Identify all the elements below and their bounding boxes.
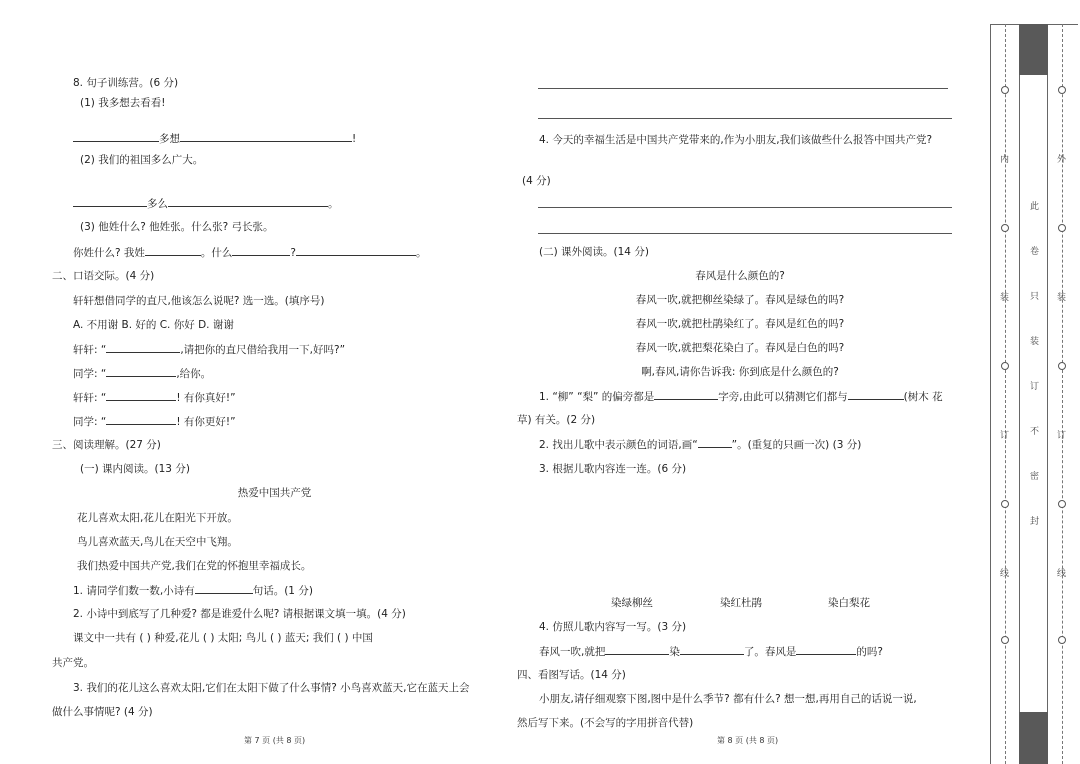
strip-label: 订	[1000, 431, 1010, 441]
q8-sentence-1: (1) 我多想去看看!	[80, 97, 166, 109]
notice-char: 不	[1030, 427, 1040, 437]
notice-char: 订	[1030, 382, 1040, 392]
part-2-title: (二) 课外阅读。(14 分)	[539, 246, 649, 258]
blank[interactable]	[168, 196, 328, 207]
binding-strip	[990, 24, 1078, 764]
dialogue-line-2: 同学: “ ,给你。	[73, 368, 212, 380]
strip-label: 内	[1000, 155, 1010, 165]
reading-q1: 1. 请同学们数一数,小诗有 句话。(1 分)	[73, 585, 313, 597]
section-4-line-1: 小朋友,请仔细观察下图,图中是什么季节? 都有什么? 想一想,再用自己的话说一说,	[539, 693, 917, 705]
poem-1-line: 花儿喜欢太阳,花儿在阳光下开放。	[77, 512, 238, 524]
dotted-line-right	[1062, 24, 1063, 764]
poem-1-line: 我们热爱中国共产党,我们在党的怀抱里幸福成长。	[77, 560, 312, 572]
hole-marker	[1001, 224, 1009, 232]
strip-label: 订	[1057, 431, 1067, 441]
section-4-title: 四、看图写话。(14 分)	[517, 669, 626, 681]
dialogue-line-1: 轩轩: “ ,请把你的直尺借给我用一下,好吗?”	[73, 344, 346, 356]
hole-marker	[1001, 362, 1009, 370]
blank[interactable]	[73, 196, 147, 207]
page-footer-right: 第 8 页 (共 8 页)	[717, 736, 779, 745]
q8-title: 8. 句子训练营。(6 分)	[73, 77, 179, 89]
blank[interactable]	[180, 131, 352, 142]
match-item[interactable]: 染绿柳丝	[611, 597, 653, 609]
blank[interactable]	[605, 644, 669, 655]
blank[interactable]	[106, 414, 176, 425]
notice-char: 封	[1030, 517, 1040, 527]
hole-marker	[1058, 86, 1066, 94]
blank[interactable]	[106, 366, 176, 377]
strip-label: 装	[1000, 293, 1010, 303]
reading-q3-line-1: 3. 我们的花儿这么喜欢太阳,它们在太阳下做了什么事情? 小鸟喜欢蓝天,它在蓝天上会	[73, 682, 470, 694]
blank[interactable]	[73, 131, 159, 142]
strip-label: 线	[1057, 569, 1067, 579]
poem-2-line: 春风一吹,就把杜鹃染红了。春风是红色的吗?	[635, 318, 845, 330]
poem-1-title: 热爱中国共产党	[237, 487, 312, 499]
q8-sentence-2: (2) 我们的祖国多么广大。	[80, 154, 204, 166]
gray-block-top	[1019, 24, 1048, 75]
extra-q4-fill: 春风一吹,就把 染 了。春风是 的吗?	[539, 646, 883, 658]
poem-1-line: 鸟儿喜欢蓝天,鸟儿在天空中飞翔。	[77, 536, 238, 548]
q4-score: (4 分)	[522, 175, 551, 187]
poem-2-line: 春风一吹,就把柳丝染绿了。春风是绿色的吗?	[635, 294, 845, 306]
page-footer-left: 第 7 页 (共 8 页)	[244, 736, 306, 745]
extra-q1: 1. “柳” “梨” 的偏旁都是 字旁,由此可以猜测它们都与 (树木 花	[539, 391, 943, 403]
section-2-intro: 轩轩想借同学的直尺,他该怎么说呢? 选一选。(填序号)	[73, 295, 325, 307]
dialogue-line-4: 同学: “ ! 有你更好!”	[73, 416, 236, 428]
section-4-line-2: 然后写下来。(不会写的字用拼音代替)	[517, 717, 694, 729]
hole-marker	[1001, 636, 1009, 644]
blank[interactable]	[680, 644, 744, 655]
q8-fill-2: 多么 。	[73, 196, 339, 211]
blank[interactable]	[654, 389, 718, 400]
reading-q3-line-2: 做什么事情呢? (4 分)	[52, 706, 153, 718]
strip-label: 外	[1057, 155, 1067, 165]
hole-marker	[1058, 224, 1066, 232]
q4-text: 4. 今天的幸福生活是中国共产党带来的,作为小朋友,我们该做些什么报答中国共产党?	[539, 134, 933, 146]
section-2-title: 二、口语交际。(4 分)	[52, 270, 155, 282]
notice-char: 只	[1030, 292, 1040, 302]
strip-label: 线	[1000, 569, 1010, 579]
blank[interactable]	[195, 583, 253, 594]
q8-sentence-3: (3) 他姓什么? 他姓张。什么张? 弓长张。	[80, 221, 274, 233]
answer-line[interactable]	[538, 88, 948, 89]
q8-fill-1: 多想 !	[73, 131, 356, 146]
blank[interactable]	[848, 389, 904, 400]
answer-line[interactable]	[538, 207, 952, 208]
blank[interactable]	[145, 245, 201, 256]
blank	[698, 437, 732, 448]
poem-2-title: 春风是什么颜色的?	[695, 270, 785, 282]
notice-char: 此	[1030, 202, 1040, 212]
notice-char: 密	[1030, 472, 1040, 482]
dialogue-line-3: 轩轩: “ ! 有你真好!”	[73, 392, 236, 404]
q8-fill-3: 你姓什么? 我姓 。什么 ? 。	[73, 247, 427, 259]
section-3-title: 三、阅读理解。(27 分)	[52, 439, 161, 451]
hole-marker	[1058, 636, 1066, 644]
reading-q2-fill: 课文中一共有 ( ) 种爱,花儿 ( ) 太阳; 鸟儿 ( ) 蓝天; 我们 ( ) 中国	[73, 632, 373, 644]
answer-line[interactable]	[538, 233, 952, 234]
section-2-options: A. 不用谢 B. 好的 C. 你好 D. 谢谢	[73, 319, 234, 331]
blank[interactable]	[106, 342, 180, 353]
poem-2-line: 啊,春风,请你告诉我: 你到底是什么颜色的?	[641, 366, 839, 378]
match-item[interactable]: 染白梨花	[828, 597, 870, 609]
blank[interactable]	[106, 390, 176, 401]
strip-inner-frame	[1019, 75, 1048, 712]
strip-label: 装	[1057, 293, 1067, 303]
blank[interactable]	[796, 644, 856, 655]
hole-marker	[1058, 362, 1066, 370]
notice-char: 卷	[1030, 247, 1040, 257]
extra-q4: 4. 仿照儿歌内容写一写。(3 分)	[539, 621, 687, 633]
poem-2-line: 春风一吹,就把梨花染白了。春风是白色的吗?	[635, 342, 845, 354]
part-1-title: (一) 课内阅读。(13 分)	[80, 463, 190, 475]
gray-block-bottom	[1019, 712, 1048, 764]
extra-q2: 2. 找出儿歌中表示颜色的词语,画“ ”。(重复的只画一次) (3 分)	[539, 439, 862, 451]
blank[interactable]	[232, 245, 290, 256]
hole-marker	[1001, 500, 1009, 508]
notice-char: 装	[1030, 337, 1040, 347]
dotted-line-left	[1005, 24, 1006, 764]
reading-q2-fill-cont: 共产党。	[52, 657, 94, 669]
extra-q1-cont: 草) 有关。(2 分)	[517, 414, 596, 426]
blank[interactable]	[296, 245, 416, 256]
hole-marker	[1001, 86, 1009, 94]
match-item[interactable]: 染红杜鹃	[720, 597, 762, 609]
hole-marker	[1058, 500, 1066, 508]
answer-line[interactable]	[538, 118, 952, 119]
extra-q3: 3. 根据儿歌内容连一连。(6 分)	[539, 463, 687, 475]
reading-q2: 2. 小诗中到底写了几种爱? 都是谁爱什么呢? 请根据课文填一填。(4 分)	[73, 608, 406, 620]
